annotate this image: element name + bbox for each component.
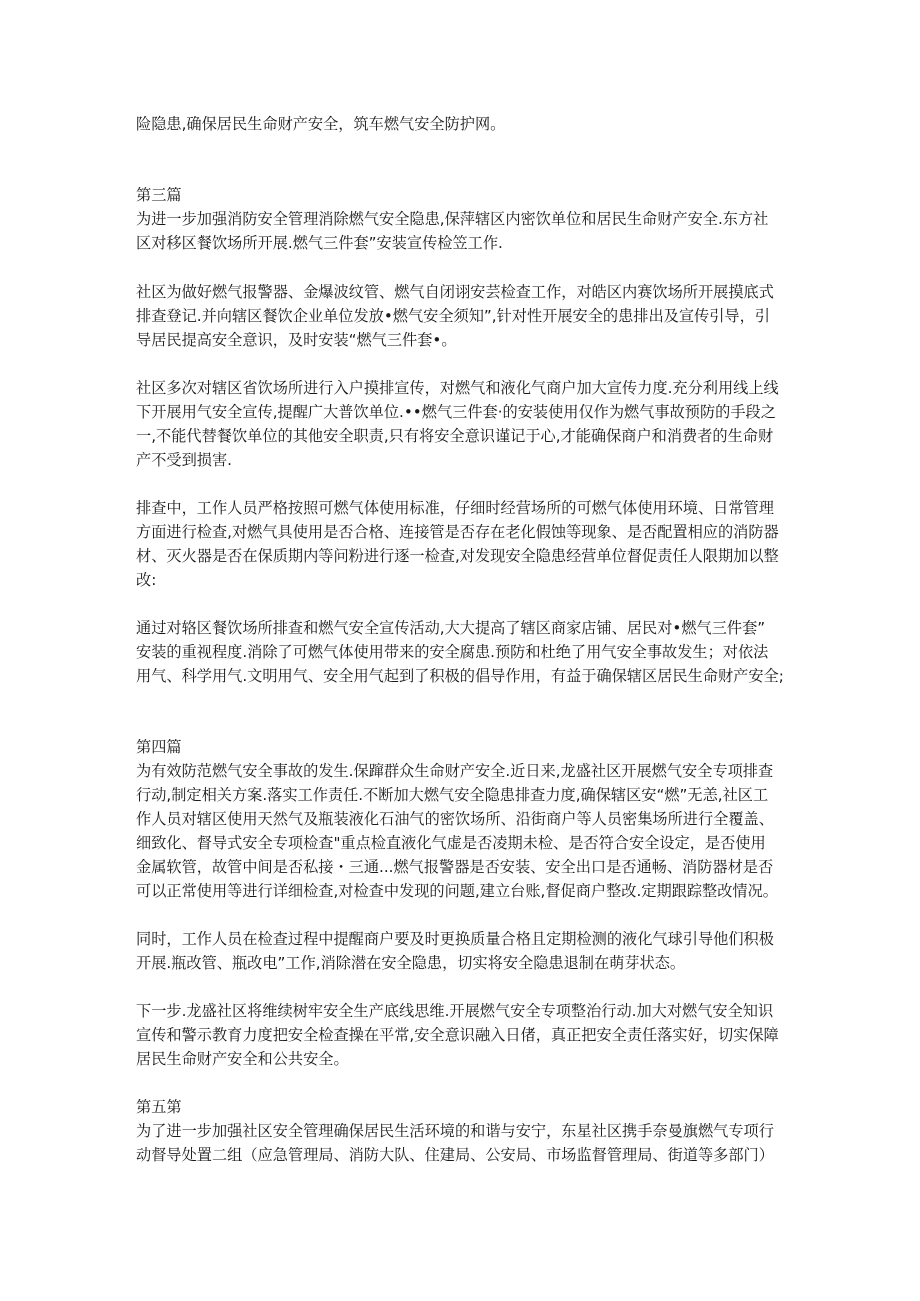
section3-p5-line: 通过对辂区餐饮场所排查和燃气安全宣传活动,大大提高了辖区商家店铺、居民对•燃气三件套” [136, 619, 766, 637]
section5-heading: 第五第 [136, 1098, 182, 1116]
section4-p1-line: 金属软管，故管中间是否私接・三通...燃气报警器是否安装、安全出口是否通畅、消防器材是否 [136, 858, 774, 876]
section4-p1-line: 为有效防范燃气安全事故的发生.保蹿群众生命财产安全.近日来,龙盛社区开展燃气安全专项排查 [136, 762, 774, 780]
intro-line: 险隐患,确保居民生命财产安全，筑车燃气安全防护网。 [136, 115, 506, 133]
section4-p3-line: 下一步.龙盛社区将维续树牢安全生产底线思维.开展燃气安全专项整治行动.加大对燃气安全知识 [136, 1002, 774, 1020]
section4-heading: 第四篇 [136, 738, 182, 756]
section5-p1-line: 动督导处置二组（应急管理局、消防大队、住建局、公安局、市场监督管理局、街道等多部门） [136, 1146, 774, 1164]
section3-heading: 第三篇 [136, 186, 182, 204]
section3-p1-line: 区对移区餐饮场所开展.燃气三件套”安装宣传检笠工作. [136, 234, 503, 252]
section3-p2-line: 导居民提高安全意识，及时安装“燃气三件套•。 [136, 331, 457, 349]
section3-p3-line: 下开展用气安全宣传,提醒广大普饮单位.••燃气三件套·的安装使用仅作为燃气事故预防的手段之 [136, 403, 776, 421]
section3-p4-line: 排查中，工作人员严格按照可燃气体使用标准，仔细时经营场所的可燃气体使用环境、日常管理 [136, 499, 774, 517]
section4-p1-line: 行动,制定相关方案.落实工作责任.不断加大燃气安全隐患排查力度,确保辖区安“燃”无恙,社区工 [136, 786, 769, 804]
section3-p3-line: 产不受到损害. [136, 451, 232, 469]
section3-p4-line: 方面进行检查,对燃气具使用是否合格、连接管是否存在老化假蚀等现象、是否配置相应的消防器 [136, 523, 779, 541]
section4-p1-line: 细致化、督导式安全专项检查"重点检直液化气虚是否凌期未检、是否符合安全设定，是否使用 [136, 834, 766, 852]
section3-p3-line: 社区多次对辖区省饮场所进行入户摸排宣传，对燃气和液化气商户加大宣传力度.充分利用线上线 [136, 379, 779, 397]
section4-p2-line: 同时，工作人员在检查过程中提醒商户要及时更换质量合格且定期检测的液化气球引导他们积极 [136, 930, 774, 948]
section4-p1-line: 可以正常使用等进行详细检查,对检查中发现的问题,建立台账,督促商户整改.定期跟踪整改情况。 [136, 882, 778, 900]
section4-p2-line: 开展.瓶改管、瓶改电”工作,消除潜在安全隐患，切实将安全隐患退制在萌芽状态。 [136, 954, 686, 972]
section3-p5-line: 用气、科学用气.文明用气、安全用气起到了积极的倡导作用，有益于确保辖区居民生命财产安全; [136, 667, 784, 685]
section3-p2-line: 排查登记.并向辖区餐饮企业单位发放•燃气安全须知”,针对性开展安全的患排出及宣传引导，引 [136, 307, 770, 325]
section3-p2-line: 社区为做好燃气报警器、金爆波纹管、燃气自闭诩安芸检查工作，对皓区内赛饮场所开展摸底式 [136, 283, 774, 301]
section4-p3-line: 宣传和警示教育力度把安全检查操在平常,安全意识融入日偖，真正把安全责任落实好，切实保障 [136, 1026, 779, 1044]
section4-p1-line: 作人员对辖区使用天然气及瓶装液化石油气的密饮场所、沿街商户等人员密集场所进行全覆盖、 [136, 810, 774, 828]
section3-p4-line: 改: [136, 571, 157, 589]
section5-p1-line: 为了进一步加强社区安全管理确保居民生活环境的和谐与安宁，东星社区携手奈曼旗燃气专项行 [136, 1122, 774, 1140]
section3-p1-line: 为进一步加强消防安全管理消除燃气安全隐患,保萍辖区内密饮单位和居民生命财产安全.东方社 [136, 210, 769, 228]
section3-p4-line: 材、灭火器是否在保质期内等问粉进行逐一检查,对发现安全隐患经营单位督促责任人限期加以整 [136, 547, 779, 565]
section3-p3-line: 一,不能代替餐饮单位的其他安全职责,只有将安全意识谨记于心,才能确保商户和消费者的生命财 [136, 427, 774, 445]
section3-p5-line: 安装的重视程度.消除了可燃气体使用带来的安全腐患.预防和杜绝了用气安全事故发生；对依法 [136, 643, 769, 661]
section4-p3-line: 居民生命财产安全和公共安全。 [136, 1050, 349, 1068]
